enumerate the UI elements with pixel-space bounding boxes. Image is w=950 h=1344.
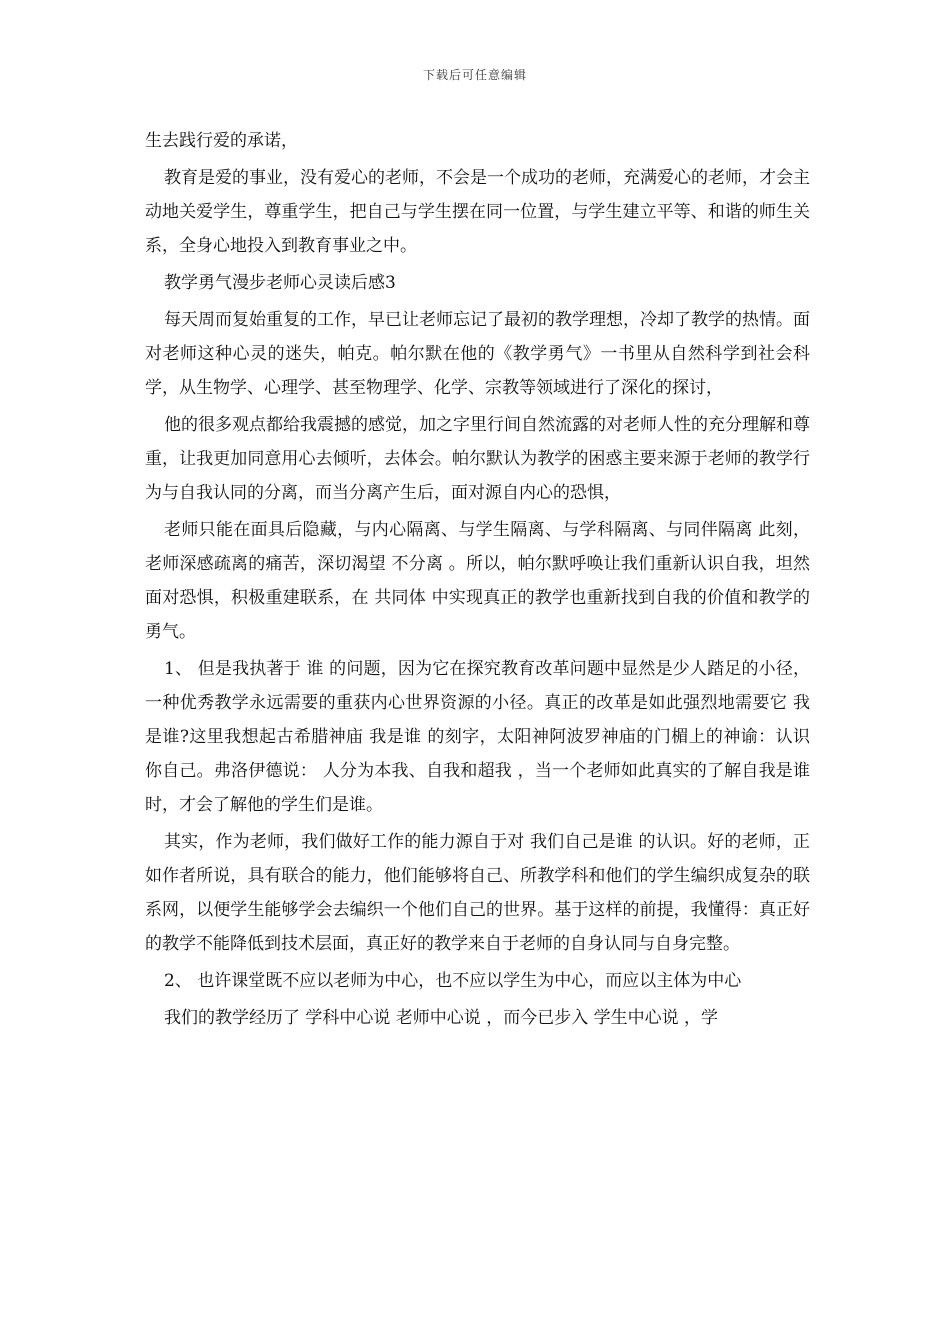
page-header: 下载后可任意编辑 bbox=[422, 68, 527, 82]
paragraph-2: 教育是爱的事业，没有爱心的老师，不会是一个成功的老师，充满爱心的老师，才会主动地关爱学生，尊重学生，把自己与学生摆在同一位置，与学生建立平等、和谐的师生关系，全身心地投入到教育事业之中。 bbox=[145, 168, 810, 256]
document-body bbox=[145, 124, 810, 1038]
paragraph-3: 每天周而复始重复的工作，早已让老师忘记了最初的教学理想，冷却了教学的热情。面对老师这种心灵的迷失，帕克。帕尔默在他的《教学勇气》一书里从自然科学到社会科学，从生物学、心理学、甚至物理学、化学、宗教等领域进行了深化的探讨， bbox=[145, 310, 810, 398]
section-title: 教学勇气漫步老师心灵读后感3 bbox=[164, 273, 396, 293]
paragraph-8: 2、 也许课堂既不应以老师为中心，也不应以学生为中心，而应以主体为中心 bbox=[164, 971, 742, 991]
paragraph-1: 生去践行爱的承诺， bbox=[145, 131, 298, 151]
paragraph-4: 他的很多观点都给我震撼的感觉，加之字里行间自然流露的对老师人性的充分理解和尊重，让我更加同意用心去倾听，去体会。帕尔默认为教学的困惑主要来源于老师的教学行为与自我认同的分离，而当分离产生后，面对源自内心的恐惧， bbox=[145, 415, 810, 503]
paragraph-7: 其实，作为老师，我们做好工作的能力源自于对 我们自己是谁 的认识。好的老师，正如作者所说，具有联合的能力，他们能够将自己、所教学科和他们的学生编织成复杂的联系网，以便学生能够学会去编织一个他们自己的世界。基于这样的前提，我懂得：真正好的教学不能降低到技术层面，真正好的教学来自于老师的自身认同与自身完整。 bbox=[145, 832, 810, 954]
paragraph-9: 我们的教学经历了 学科中心说 老师中心说 ，而今已步入 学生中心说 ，学 bbox=[164, 1008, 719, 1028]
paragraph-5: 老师只能在面具后隐藏，与内心隔离、与学生隔离、与学科隔离、与同伴隔离 此刻，老师深感疏离的痛苦，深切渴望 不分离 。所以，帕尔默呼唤让我们重新认识自我，坦然面对恐惧，积极重建联系，在 共同体 中实现真正的教学也重新找到自我的价值和教学的勇气。 bbox=[145, 520, 810, 642]
paragraph-6: 1、 但是我执著于 谁 的问题，因为它在探究教育改革问题中显然是少人踏足的小径，一种优秀教学永远需要的重获内心世界资源的小径。真正的改革是如此强烈地需要它 我是谁?这里我想起古希腊神庙 我是谁 的刻字，太阳神阿波罗神庙的门楣上的神谕：认识你自己。弗洛伊德说： 人分为本我、自我和超我 ，当一个老师如此真实的了解自我是谁时，才会了解他的学生们是谁。 bbox=[145, 659, 810, 815]
